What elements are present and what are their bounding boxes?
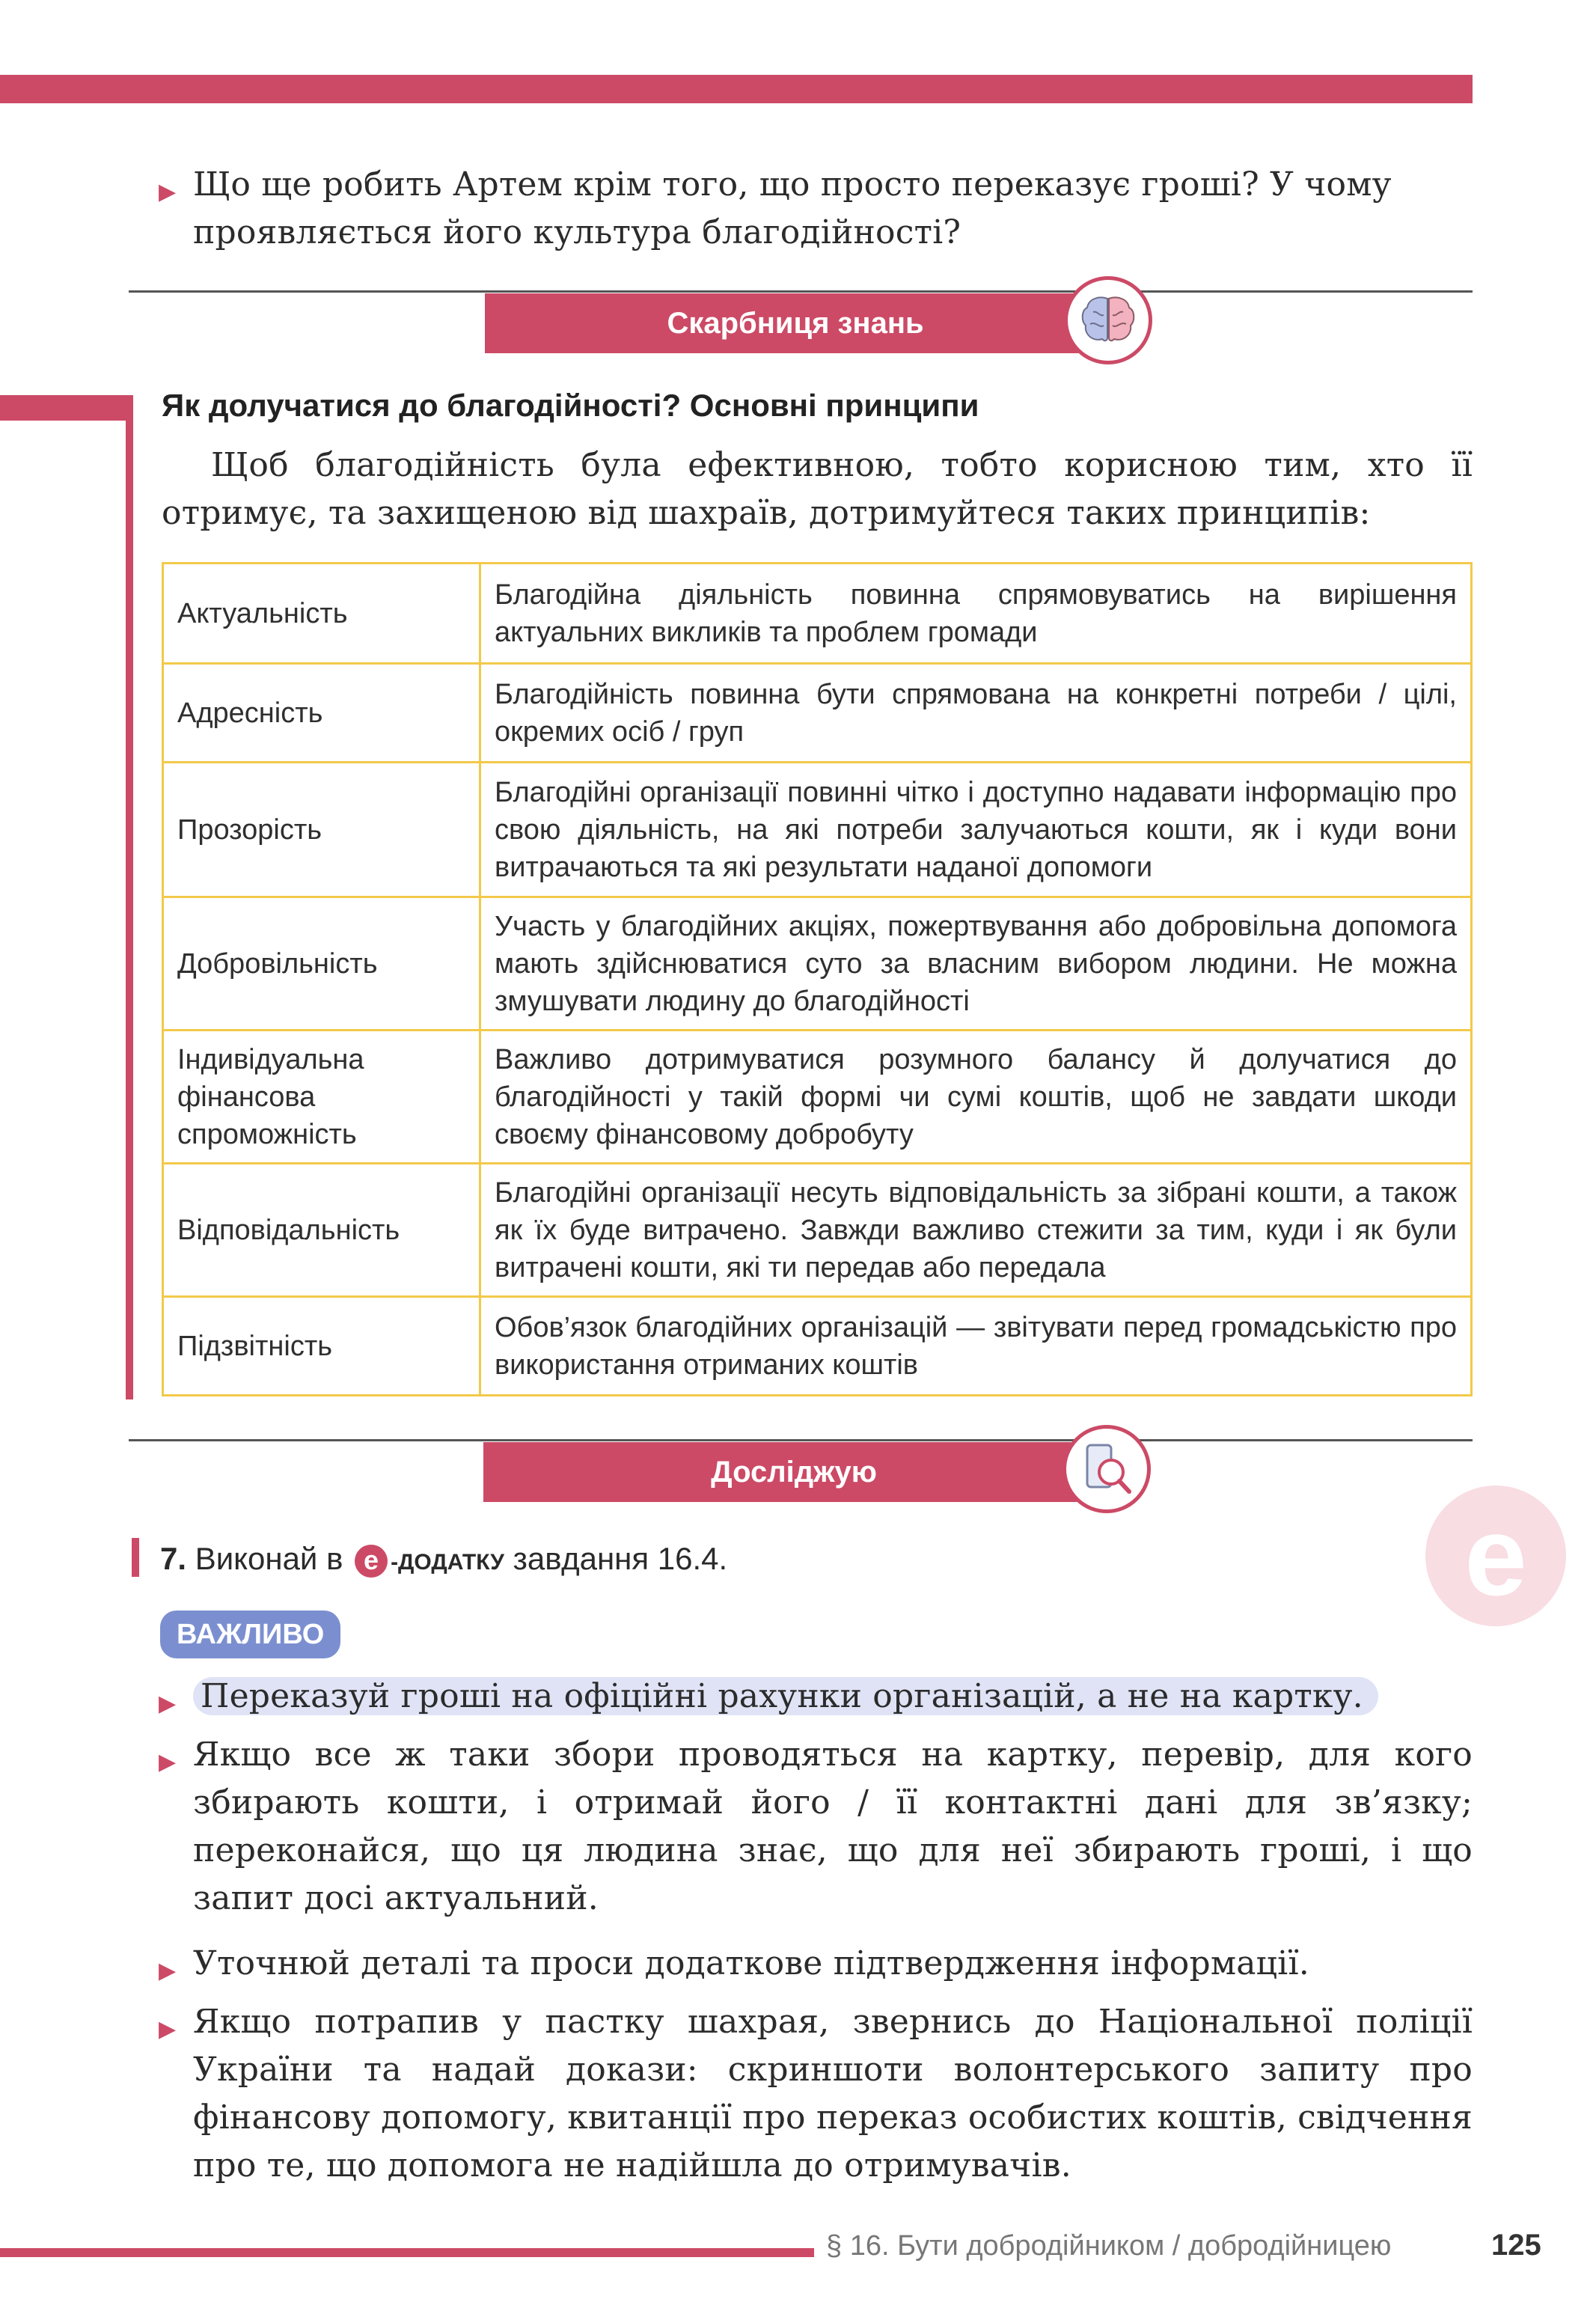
bullet-icon: ▶ — [159, 1749, 177, 1775]
important-item: ▶ Уточнюй деталі та проси додаткове підтвердження інформації. — [193, 1940, 1473, 1988]
important-item: ▶ Якщо потрапив у пастку шахрая, звернись до Національної поліції України та надай докази: скриншоти волонтерського запиту про фінансову допомогу, квитанції про переказ особистих коштів, свідчення про те, що допомога не надійшла до отримувачів. — [159, 2003, 1473, 2185]
important-badge: ВАЖЛИВО — [160, 1611, 340, 1658]
principle-description: Благодійність повинна бути спрямована на конкретні потреби / цілі, окремих осіб / груп — [480, 664, 1472, 763]
e-addon-link[interactable]: -ДОДАТКУ — [391, 1550, 504, 1575]
footer-chapter: § 16. Бути добродійником / добродійницею — [826, 2230, 1392, 2262]
task-text: завдання 16.4. — [513, 1541, 728, 1576]
left-accent-tab — [0, 395, 133, 421]
table-row — [163, 564, 1472, 664]
table-row — [163, 664, 1472, 763]
footer-accent-line — [0, 2248, 814, 2257]
bullet-icon: ▶ — [159, 179, 177, 205]
principle-term: Підзвітність — [163, 1297, 480, 1396]
principle-term: Прозорість — [163, 763, 480, 897]
table-row — [163, 1164, 1472, 1297]
principle-term: Адресність — [163, 664, 480, 763]
table-row — [163, 897, 1472, 1031]
principle-description: Важливо дотримуватися розумного балансу й долучатися до благодійності у такій формі чи сумі коштів, щоб не завдати шкоди своєму фінансовому добробуту — [480, 1031, 1472, 1164]
important-item: ▶ Переказуй гроші на офіційні рахунки організацій, а не на картку. — [193, 1673, 1473, 1721]
section-heading: Як долучатися до благодійності? Основні принципи — [162, 388, 979, 423]
principle-term: Відповідальність — [163, 1164, 480, 1297]
task-text: Виконай в — [195, 1541, 343, 1576]
left-accent-line — [126, 395, 133, 1399]
principle-description: Обов’язок благодійних організацій — звітувати перед громадськістю про використання отриманих коштів — [480, 1297, 1472, 1396]
top-accent-bar — [0, 75, 1473, 103]
principle-description: Благодійні організації несуть відповідальність за зібрані кошти, а також як їх буде витрачено. Завжди важливо стежити за тим, куди і як були витрачені кошти, які ти передав або передала — [480, 1164, 1472, 1297]
task-accent-bar — [132, 1538, 139, 1577]
section-banner: Досліджую — [483, 1442, 1104, 1502]
page-number: 125 — [1491, 2229, 1541, 2262]
section-divider — [129, 1439, 1473, 1441]
principle-term: Актуальність — [163, 564, 480, 664]
bullet-icon: ▶ — [159, 1958, 177, 1984]
bullet-icon: ▶ — [159, 2016, 177, 2042]
phone-search-icon — [1063, 1425, 1151, 1513]
table-row — [163, 1297, 1472, 1396]
principle-description: Благодійні організації повинні чітко і доступно надавати інформацію про свою діяльність, на які потреби залучаються кошти, як і куди вони витрачаються та які результати наданої допомоги — [480, 763, 1472, 897]
intro-paragraph: Щоб благодійність була ефективною, тобто корисною тим, хто її отримує, та захищеною від шахраїв, дотримуйтеся таких принципів: — [162, 446, 1473, 532]
e-addon-watermark-icon: e — [1425, 1486, 1566, 1626]
principle-description: Благодійна діяльність повинна спрямовуватись на вирішення актуальних викликів та проблем громади — [480, 564, 1472, 664]
section-divider — [129, 290, 1473, 293]
principle-description: Участь у благодійних акціях, пожертвування або добровільна допомога мають здійснюватися суто за власним вибором людини. Не можна змушувати людину до благодійності — [480, 897, 1472, 1031]
task-number: 7. — [160, 1541, 187, 1576]
section-banner: Скарбниця знань — [485, 293, 1106, 353]
table-row — [163, 763, 1472, 897]
e-addon-icon[interactable]: e — [355, 1545, 388, 1578]
bullet-icon: ▶ — [159, 1691, 177, 1717]
important-item: ▶ Якщо все ж таки збори проводяться на картку, перевір, для кого збирають кошти, і отримай його / її контактні дані для зв’язку; переконайся, що ця людина знає, що для неї збирають гроші, і що запит досі актуальний. — [159, 1735, 1473, 1917]
task-item — [160, 1538, 727, 1584]
principle-term: Добровільність — [163, 897, 480, 1031]
principle-term: Індивідуальна фінансова спроможність — [163, 1031, 480, 1164]
intro-question: ▶ Що ще робить Артем крім того, що просто переказує гроші? У чому проявляється його культура благодійності? — [159, 165, 1392, 251]
brain-icon — [1064, 276, 1152, 364]
principles-table — [162, 562, 1473, 1396]
table-row — [163, 1031, 1472, 1164]
